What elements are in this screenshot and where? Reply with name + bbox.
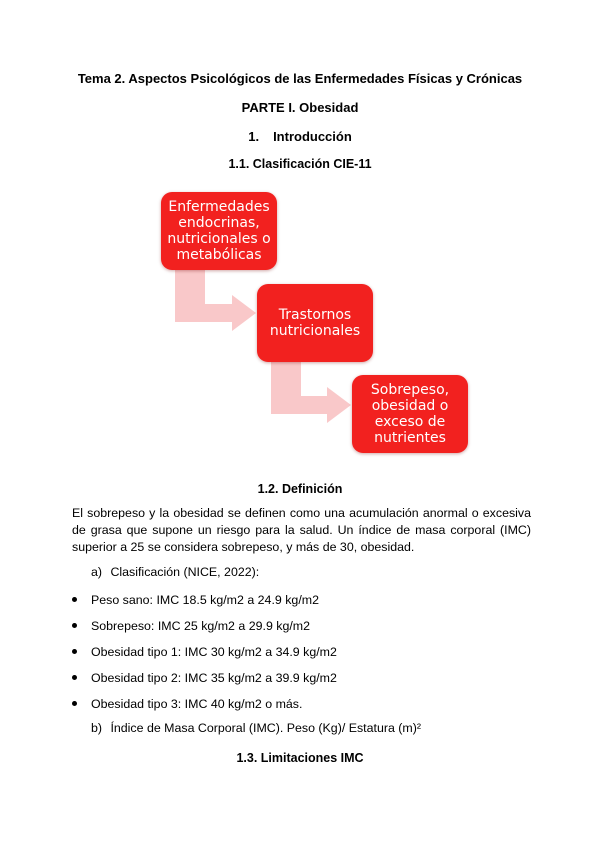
document-title: Tema 2. Aspectos Psicológicos de las Enfermedades Físicas y Crónicas: [77, 71, 523, 86]
bullet-item: [72, 644, 337, 660]
bullet-item: [72, 618, 310, 634]
arrow-connector: [175, 304, 235, 322]
bullet-text: Obesidad tipo 3: IMC 40 kg/m2 o más.: [91, 697, 303, 711]
bullet-text: Obesidad tipo 2: IMC 35 kg/m2 a 39.9 kg/m2: [91, 671, 337, 685]
list-marker: b): [91, 721, 103, 735]
bullet-text: Obesidad tipo 1: IMC 30 kg/m2 a 34.9 kg/m2: [91, 645, 337, 659]
bullet-icon: [72, 597, 77, 602]
subsection-heading-limitations: 1.3. Limitaciones IMC: [236, 751, 364, 765]
bullet-icon: [72, 623, 77, 628]
section-heading: [0, 129, 600, 145]
list-item-a: [91, 564, 259, 580]
diagram-step-2: Trastornos nutricionales: [257, 284, 373, 362]
arrow-head: [232, 295, 256, 331]
section-number: 1.: [248, 129, 260, 144]
part-title: PARTE I. Obesidad: [241, 100, 359, 115]
bullet-item: [72, 670, 337, 686]
list-text: Clasificación (NICE, 2022):: [110, 565, 260, 579]
definition-paragraph: El sobrepeso y la obesidad se definen como una acumulación anormal o excesiva de grasa que supone un riesgo para la salud. Un índice de masa corporal (IMC) superior a 25 se considera sobrepeso, y más de 30, obesidad.: [72, 506, 531, 554]
list-marker: a): [91, 565, 103, 579]
bullet-item: [72, 696, 302, 712]
bullet-icon: [72, 675, 77, 680]
diagram-step-3: Sobrepeso, obesidad o exceso de nutrientes: [352, 375, 468, 453]
list-text: Índice de Masa Corporal (IMC). Peso (Kg)/ Estatura (m)²: [110, 721, 421, 735]
bullet-item: [72, 592, 319, 608]
bullet-text: Peso sano: IMC 18.5 kg/m2 a 24.9 kg/m2: [91, 593, 319, 607]
list-item-b: [91, 720, 421, 736]
subsection-heading-classification: 1.1. Clasificación CIE-11: [228, 157, 372, 171]
section-label: Introducción: [273, 129, 352, 144]
bullet-icon: [72, 649, 77, 654]
bullet-icon: [72, 701, 77, 706]
subsection-heading-definition: 1.2. Definición: [257, 482, 343, 496]
arrow-connector: [271, 396, 329, 414]
diagram-step-1: Enfermedades endocrinas, nutricionales o metabólicas: [161, 192, 277, 270]
bullet-text: Sobrepeso: IMC 25 kg/m2 a 29.9 kg/m2: [91, 619, 311, 633]
arrow-head: [327, 387, 351, 423]
